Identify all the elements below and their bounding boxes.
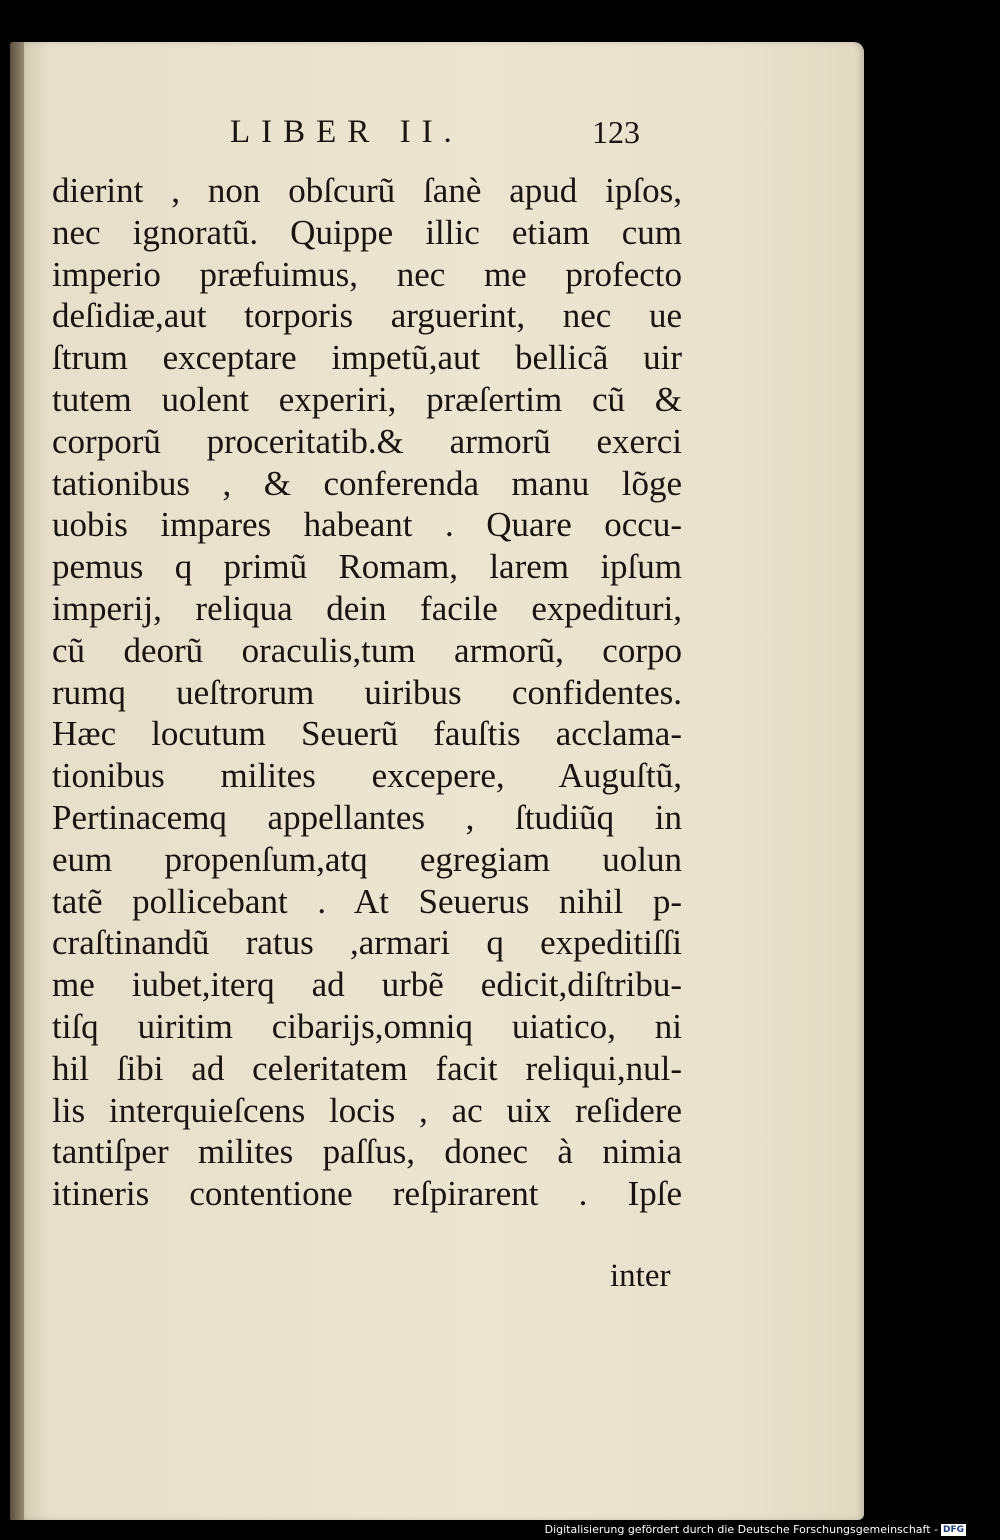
text-line: lis interquieſcens locis , ac uix reſidere bbox=[52, 1090, 682, 1130]
text-line: tutem uolent experiri, præſertim cũ & bbox=[52, 379, 682, 419]
text-line: nec ignoratũ. Quippe illic etiam cum bbox=[52, 212, 682, 252]
dfg-logo: DFG bbox=[942, 1524, 964, 1535]
text-line: itineris contentione reſpirarent . Ipſe bbox=[52, 1174, 682, 1214]
text-line: imperio præfuimus, nec me profecto bbox=[52, 254, 682, 294]
book-page bbox=[10, 42, 864, 1520]
text-line: uobis impares habeant . Quare occu- bbox=[52, 505, 682, 545]
text-line: tantiſper milites paſſus, donec à nimia bbox=[52, 1132, 682, 1172]
text-line: dierint , non obſcurũ ſanè apud ipſos, bbox=[52, 171, 682, 210]
text-line: Pertinacemq appellantes , ſtudiũq in bbox=[52, 797, 682, 837]
text-line: deſidiæ,aut torporis arguerint, nec ue bbox=[52, 296, 682, 336]
text-line: cũ deorũ oraculis,tum armorũ, corpo bbox=[52, 630, 682, 670]
folio-number: 123 bbox=[592, 114, 640, 150]
text-line: tionibus milites excepere, Auguſtũ, bbox=[52, 756, 682, 796]
text-line: rumq ueſtrorum uiribus confidentes. bbox=[52, 672, 682, 712]
text-line: tiſq uiritim cibarijs,omniq uiatico, ni bbox=[52, 1006, 682, 1046]
text-line: tationibus , & conferenda manu lõge bbox=[52, 463, 682, 503]
text-line: craſtinandũ ratus ,armari q expeditiſſi bbox=[52, 923, 682, 963]
text-line: Hæc locutum Seuerũ fauſtis acclama- bbox=[52, 714, 682, 754]
text-line: hil ſibi ad celeritatem facit reliqui,nul- bbox=[52, 1048, 682, 1088]
text-line: eum propenſum,atq egregiam uolun bbox=[52, 839, 682, 879]
credit-text: Digitalisierung gefördert durch die Deutsche Forschungsgemeinschaft - bbox=[544, 1523, 938, 1536]
digitization-credit bbox=[545, 1523, 966, 1536]
text-block bbox=[52, 170, 682, 1215]
text-line: tatẽ pollicebant . At Seuerus nihil p- bbox=[52, 881, 682, 921]
text-line: ſtrum exceptare impetũ,aut bellicã uir bbox=[52, 338, 682, 378]
running-head: LIBER II. bbox=[230, 114, 463, 150]
text-line: pemus q primũ Romam, larem ipſum bbox=[52, 547, 682, 587]
text-line: imperij, reliqua dein facile expedituri, bbox=[52, 588, 682, 628]
text-line: corporũ proceritatib.& armorũ exerci bbox=[52, 421, 682, 461]
text-line: me iubet,iterq ad urbẽ edicit,diſtribu- bbox=[52, 965, 682, 1005]
catchword: inter bbox=[610, 1258, 671, 1294]
page-header bbox=[230, 114, 640, 160]
page-gutter-edge bbox=[10, 42, 24, 1520]
